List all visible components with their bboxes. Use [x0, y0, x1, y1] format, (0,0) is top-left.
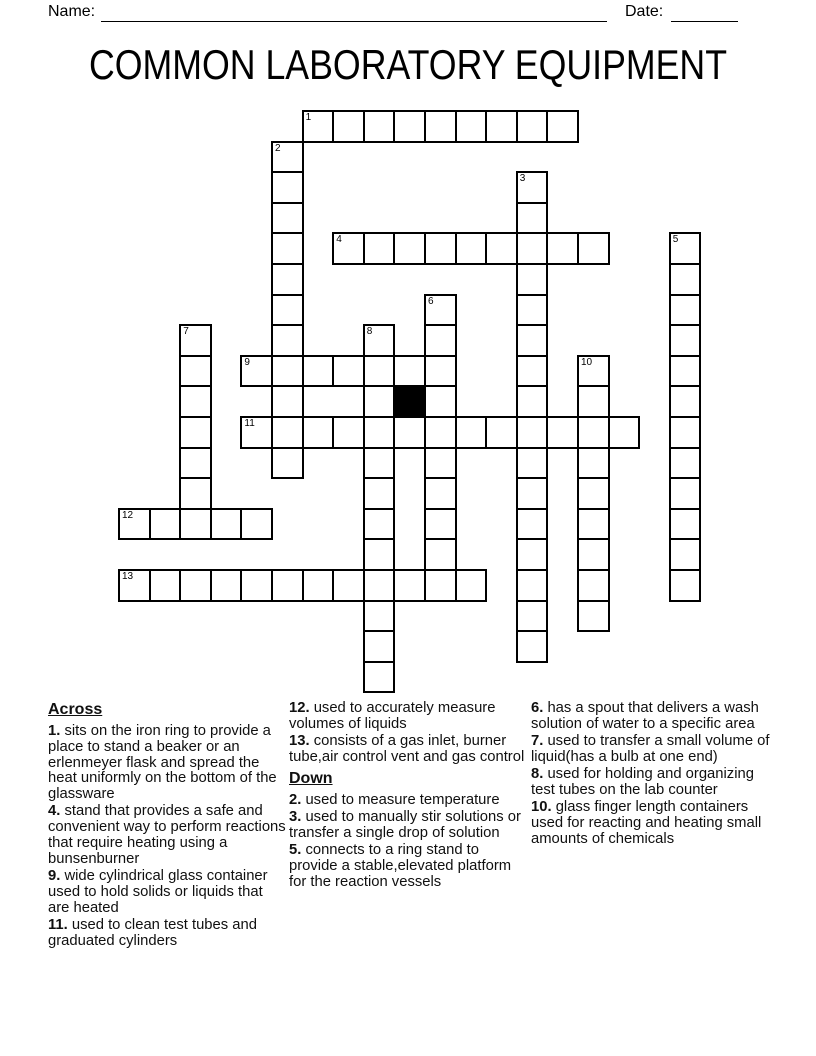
clue-number: 13. — [289, 733, 310, 750]
grid-cell[interactable] — [669, 263, 702, 296]
grid-cell[interactable] — [516, 171, 549, 204]
grid-cell[interactable] — [332, 110, 365, 143]
clue: 11. used to clean test tubes and graduated cylinders — [48, 917, 257, 949]
grid-cell[interactable] — [516, 447, 549, 480]
grid-cell[interactable] — [577, 447, 610, 480]
grid-cell-number: 13 — [122, 571, 134, 582]
grid-cell[interactable] — [118, 508, 151, 541]
grid-cell[interactable] — [302, 416, 335, 449]
grid-cell[interactable] — [179, 355, 212, 388]
grid-cell[interactable] — [516, 355, 549, 388]
grid-cell[interactable] — [149, 569, 182, 602]
clue-column-1 — [48, 701, 286, 951]
grid-cell[interactable] — [424, 416, 457, 449]
grid-cell-number: 8 — [366, 326, 373, 338]
clue: 6. has a spout that delivers a wash solution of water to a specific area — [531, 700, 759, 732]
grid-cell[interactable] — [393, 355, 426, 388]
grid-cell-number: 7 — [183, 326, 189, 338]
clue-number: 4. — [48, 803, 61, 820]
grid-cell[interactable] — [393, 110, 426, 143]
clue-number: 6. — [531, 700, 544, 716]
grid-cell-number: 11 — [244, 418, 255, 429]
grid-cell-number: 5 — [672, 234, 679, 246]
grid-cell[interactable] — [179, 569, 212, 602]
grid-cell[interactable] — [455, 110, 488, 143]
grid-cell[interactable] — [240, 416, 273, 449]
grid-cell[interactable] — [363, 416, 396, 449]
grid-cell[interactable] — [363, 569, 396, 602]
grid-cell[interactable] — [332, 416, 365, 449]
grid-cell[interactable] — [516, 324, 549, 357]
grid-cell[interactable] — [577, 569, 610, 602]
grid-cell[interactable] — [669, 324, 702, 357]
grid-cell[interactable] — [546, 110, 579, 143]
grid-cell[interactable] — [332, 232, 365, 265]
grid-cell[interactable] — [577, 477, 610, 510]
grid-cell[interactable] — [577, 232, 610, 265]
clue-number: 3. — [289, 808, 302, 825]
grid-cell[interactable] — [485, 232, 518, 265]
grid-cell-number: 12 — [122, 509, 134, 521]
grid-cell[interactable] — [240, 569, 273, 602]
grid-cell[interactable] — [424, 447, 457, 480]
grid-cell[interactable] — [271, 202, 304, 235]
grid-cell[interactable] — [271, 171, 304, 204]
grid-cell[interactable] — [179, 447, 212, 480]
grid-cell-number: 4 — [336, 234, 342, 246]
grid-cell-number: 1 — [305, 112, 312, 123]
grid-cell[interactable] — [363, 630, 396, 663]
grid-cell[interactable] — [393, 232, 426, 265]
grid-cell[interactable] — [577, 600, 610, 633]
grid-cell[interactable] — [363, 600, 396, 633]
grid-cell[interactable] — [669, 508, 702, 541]
grid-cell[interactable] — [271, 324, 304, 357]
page-title: COMMON LABORATORY EQUIPMENT — [88, 41, 728, 88]
clue-list-heading: Across — [48, 701, 103, 718]
grid-cell[interactable] — [669, 416, 702, 449]
grid-cell[interactable] — [179, 324, 212, 357]
clue-column-2 — [289, 701, 527, 892]
grid-cell[interactable] — [516, 110, 549, 143]
grid-cell-number: 9 — [244, 356, 250, 368]
grid-cell[interactable] — [424, 294, 457, 327]
grid-cell[interactable] — [669, 294, 702, 327]
grid-cell[interactable] — [485, 416, 518, 449]
clue-list-heading: Down — [289, 769, 333, 787]
grid-cell[interactable] — [546, 232, 579, 265]
grid-cell[interactable] — [149, 508, 182, 541]
grid-cell[interactable] — [546, 416, 579, 449]
date-blank-line — [671, 6, 738, 22]
grid-cell[interactable] — [516, 416, 549, 449]
grid-cell[interactable] — [363, 324, 396, 357]
grid-cell[interactable] — [455, 416, 488, 449]
grid-cell[interactable] — [669, 477, 702, 510]
grid-cell[interactable] — [302, 110, 335, 143]
clue: 2. used to measure temperature — [289, 791, 500, 808]
grid-cell[interactable] — [516, 538, 549, 571]
clue-number: 12. — [289, 700, 310, 716]
clue-column-3 — [531, 701, 775, 849]
grid-cell-number: 3 — [519, 173, 526, 185]
grid-cell[interactable] — [271, 355, 304, 388]
grid-cell[interactable] — [516, 232, 549, 265]
clue: 1. sits on the iron ring to provide a place to stand a beaker or an erlenmeyer flask and spread the heat uniformly on the bottom of the glassware — [48, 723, 277, 803]
clue-number: 9. — [48, 868, 61, 885]
grid-cell[interactable] — [577, 508, 610, 541]
grid-cell[interactable] — [424, 324, 457, 357]
grid-cell[interactable] — [424, 508, 457, 541]
clue: 13. consists of a gas inlet, burner tube,air control vent and gas control — [289, 733, 525, 765]
grid-cell[interactable] — [669, 447, 702, 480]
grid-black-cell — [393, 385, 426, 418]
grid-cell[interactable] — [485, 110, 518, 143]
grid-cell[interactable] — [363, 355, 396, 388]
clue-number: 7. — [531, 733, 544, 750]
grid-cell[interactable] — [271, 294, 304, 327]
grid-cell[interactable] — [179, 385, 212, 418]
grid-cell[interactable] — [363, 447, 396, 480]
grid-cell[interactable] — [240, 508, 273, 541]
clue: 8. used for holding and organizing test tubes on the lab counter — [531, 766, 754, 798]
grid-cell[interactable] — [271, 141, 304, 174]
grid-cell[interactable] — [669, 538, 702, 571]
grid-cell[interactable] — [516, 508, 549, 541]
clue-number: 5. — [289, 842, 302, 859]
grid-cell[interactable] — [424, 110, 457, 143]
grid-cell[interactable] — [363, 508, 396, 541]
grid-cell[interactable] — [455, 232, 488, 265]
grid-cell[interactable] — [516, 263, 549, 296]
clue-number: 8. — [531, 766, 544, 783]
grid-cell[interactable] — [302, 569, 335, 602]
grid-cell[interactable] — [363, 232, 396, 265]
grid-cell[interactable] — [516, 202, 549, 235]
grid-cell[interactable] — [424, 355, 457, 388]
grid-cell-number: 2 — [275, 142, 281, 154]
grid-cell[interactable] — [608, 416, 641, 449]
clue-number: 10. — [531, 799, 552, 816]
grid-cell[interactable] — [179, 416, 212, 449]
grid-cell[interactable] — [516, 385, 549, 418]
clue: 10. glass finger length containers used for reacting and heating small amounts of chemicals — [531, 799, 762, 847]
name-label: Name: — [48, 3, 96, 20]
grid-cell[interactable] — [363, 110, 396, 143]
grid-cell[interactable] — [455, 569, 488, 602]
clue-number: 11. — [48, 917, 68, 934]
grid-cell[interactable] — [669, 355, 702, 388]
grid-cell[interactable] — [271, 569, 304, 602]
grid-cell[interactable] — [424, 538, 457, 571]
clue: 12. used to accurately measure volumes of liquids — [289, 700, 496, 732]
grid-cell[interactable] — [516, 630, 549, 663]
clue: 3. used to manually stir solutions or transfer a single drop of solution — [289, 808, 521, 841]
grid-cell-number: 10 — [581, 356, 593, 368]
grid-cell[interactable] — [332, 569, 365, 602]
grid-cell[interactable] — [302, 355, 335, 388]
grid-cell[interactable] — [516, 569, 549, 602]
grid-cell[interactable] — [393, 416, 426, 449]
grid-cell[interactable] — [516, 477, 549, 510]
clue: 4. stand that provides a safe and convenient way to perform reactions that require heating using a bunsenburner — [48, 803, 286, 867]
grid-cell[interactable] — [363, 538, 396, 571]
grid-cell[interactable] — [271, 263, 304, 296]
grid-cell[interactable] — [669, 385, 702, 418]
name-blank-line — [101, 6, 607, 22]
clue-number: 2. — [289, 791, 302, 808]
grid-cell[interactable] — [363, 385, 396, 418]
grid-cell[interactable] — [424, 232, 457, 265]
clue: 9. wide cylindrical glass container used to hold solids or liquids that are heated — [48, 868, 268, 916]
grid-cell[interactable] — [363, 661, 396, 694]
grid-cell[interactable] — [271, 416, 304, 449]
grid-cell[interactable] — [424, 569, 457, 602]
grid-cell[interactable] — [424, 385, 457, 418]
grid-cell[interactable] — [669, 569, 702, 602]
date-label: Date: — [625, 3, 664, 20]
grid-cell[interactable] — [577, 416, 610, 449]
grid-cell[interactable] — [577, 355, 610, 388]
grid-cell[interactable] — [179, 508, 212, 541]
grid-cell[interactable] — [210, 508, 243, 541]
grid-cell[interactable] — [363, 477, 396, 510]
clue: 7. used to transfer a small volume of liquid(has a bulb at one end) — [531, 733, 770, 765]
grid-cell[interactable] — [332, 355, 365, 388]
grid-cell[interactable] — [516, 294, 549, 327]
grid-cell[interactable] — [393, 569, 426, 602]
clue-number: 1. — [48, 723, 61, 739]
grid-cell[interactable] — [516, 600, 549, 633]
grid-cell[interactable] — [271, 447, 304, 480]
grid-cell[interactable] — [118, 569, 151, 602]
grid-cell[interactable] — [424, 477, 457, 510]
clue: 5. connects to a ring stand to provide a stable,elevated platform for the reaction vessels — [289, 842, 512, 890]
grid-cell[interactable] — [210, 569, 243, 602]
grid-cell[interactable] — [577, 538, 610, 571]
grid-cell[interactable] — [669, 232, 702, 265]
grid-cell-number: 6 — [428, 295, 434, 307]
grid-cell[interactable] — [271, 385, 304, 418]
grid-cell[interactable] — [271, 232, 304, 265]
grid-cell[interactable] — [577, 385, 610, 418]
grid-cell[interactable] — [179, 477, 212, 510]
grid-cell[interactable] — [240, 355, 273, 388]
